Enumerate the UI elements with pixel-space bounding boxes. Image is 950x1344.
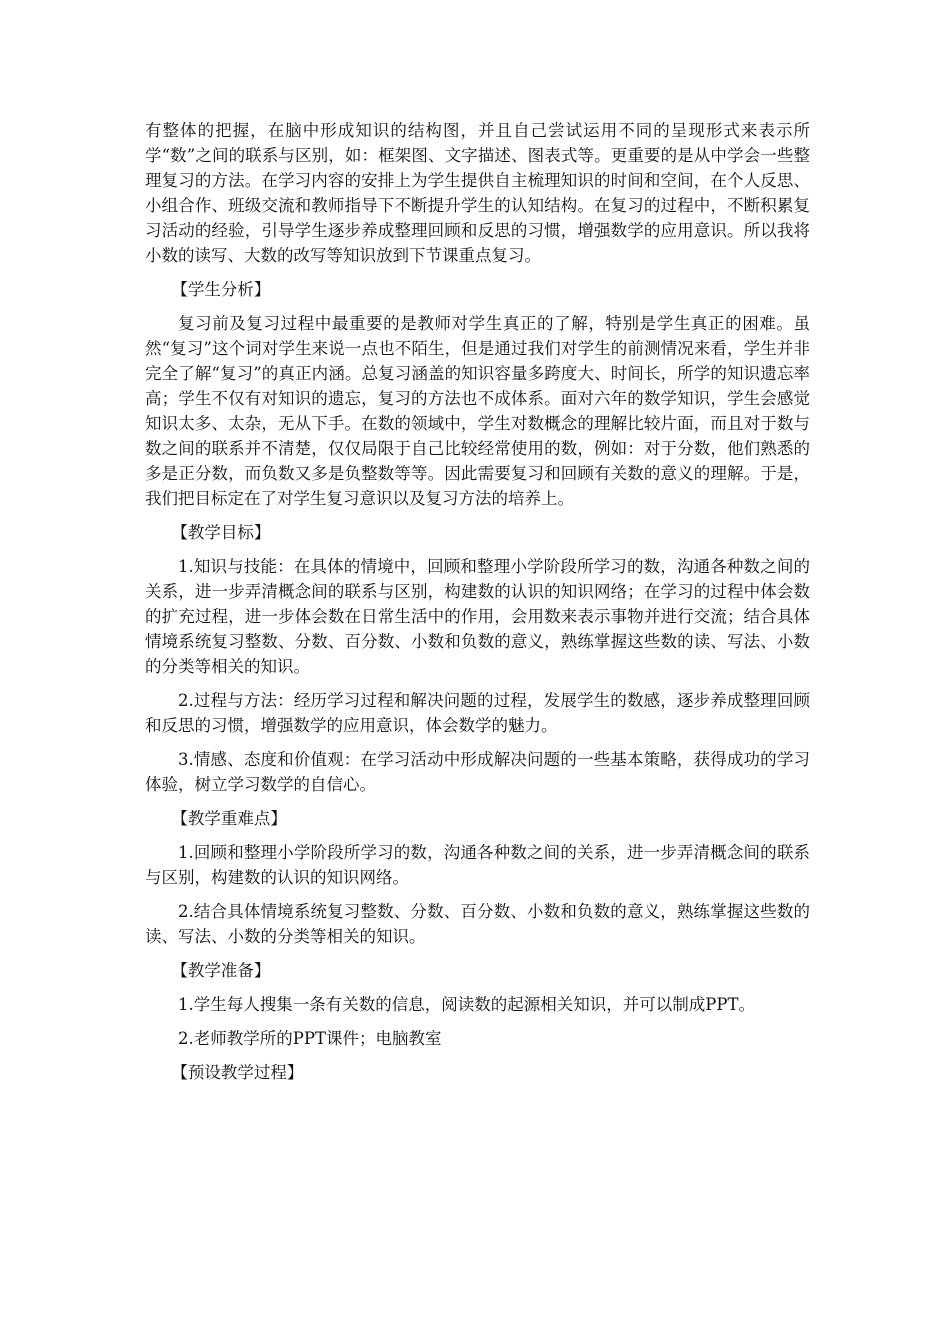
student-analysis-paragraph: 复习前及复习过程中最重要的是教师对学生真正的了解，特别是学生真正的困难。虽然“复习”这个词对学生来说一点也不陌生，但是通过我们对学生的前测情况来看，学生并非完全了解“复习”的真正内涵。总复习涵盖的知识容量多跨度大、时间长，所学的知识遗忘率高；学生不仅有对知识的遗忘，复习的方法也不成体系。面对六年的数学知识，学生会感觉知识太多、太杂，无从下手。在数的领域中，学生对数概念的理解比较片面，而且对于数与数之间的联系并不清楚，仅仅局限于自己比较经常使用的数，例如：对于分数，他们熟悉的多是正分数，而负数又多是负整数等等。因此需要复习和回顾有关数的意义的理解。于是，我们把目标定在了对学生复习意识以及复习方法的培养上。 [145, 314, 810, 508]
key-point-1: 1.回顾和整理小学阶段所学习的数，沟通各种数之间的关系，进一步弄清概念间的联系与区别，构建数的认识的知识网络。 [145, 843, 810, 887]
preparation-item-2: 2.老师教学所的PPT课件；电脑教室 [178, 1029, 442, 1048]
teaching-goal-knowledge: 1.知识与技能：在具体的情境中，回顾和整理小学阶段所学习的数，沟通各种数之间的关系，进一步弄清概念间的联系与区别，构建数的认识的知识网络；在学习的过程中体会数的扩充过程，进一步体会数在日常生活中的作用，会用数来表示事物并进行交流；结合具体情境系统复习整数、分数、百分数、小数和负数的意义，熟练掌握这些数的读、写法、小数的分类等相关的知识。 [145, 557, 810, 676]
teaching-process-heading: 【预设教学过程】 [171, 1063, 304, 1082]
key-point-2: 2.结合具体情境系统复习整数、分数、百分数、小数和负数的意义，熟练掌握这些数的读、写法、小数的分类等相关的知识。 [145, 902, 810, 946]
preparation-item-1: 1.学生每人搜集一条有关数的信息，阅读数的起源相关知识，并可以制成PPT。 [178, 995, 755, 1014]
key-points-heading: 【教学重难点】 [171, 809, 287, 828]
preparation-heading: 【教学准备】 [171, 961, 271, 980]
document-page [145, 118, 810, 1085]
teaching-goal-attitude: 3.情感、态度和价值观：在学习活动中形成解决问题的一些基本策略，获得成功的学习体验，树立学习数学的自信心。 [145, 750, 810, 794]
teaching-goals-heading: 【教学目标】 [171, 523, 271, 542]
student-analysis-heading: 【学生分析】 [171, 280, 271, 299]
intro-continuation-paragraph: 有整体的把握，在脑中形成知识的结构图，并且自己尝试运用不同的呈现形式来表示所学“数”之间的联系与区别，如：框架图、文字描述、图表式等。更重要的是从中学会一些整理复习的方法。在学习内容的安排上为学生提供自主梳理知识的时间和空间，在个人反思、小组合作、班级交流和教师指导下不断提升学生的认知结构。在复习的过程中，不断积累复习活动的经验，引导学生逐步养成整理回顾和反思的习惯，增强数学的应用意识。所以我将小数的读写、大数的改写等知识放到下节课重点复习。 [145, 121, 810, 265]
teaching-goal-process: 2.过程与方法：经历学习过程和解决问题的过程，发展学生的数感，逐步养成整理回顾和反思的习惯，增强数学的应用意识，体会数学的魅力。 [145, 691, 810, 735]
